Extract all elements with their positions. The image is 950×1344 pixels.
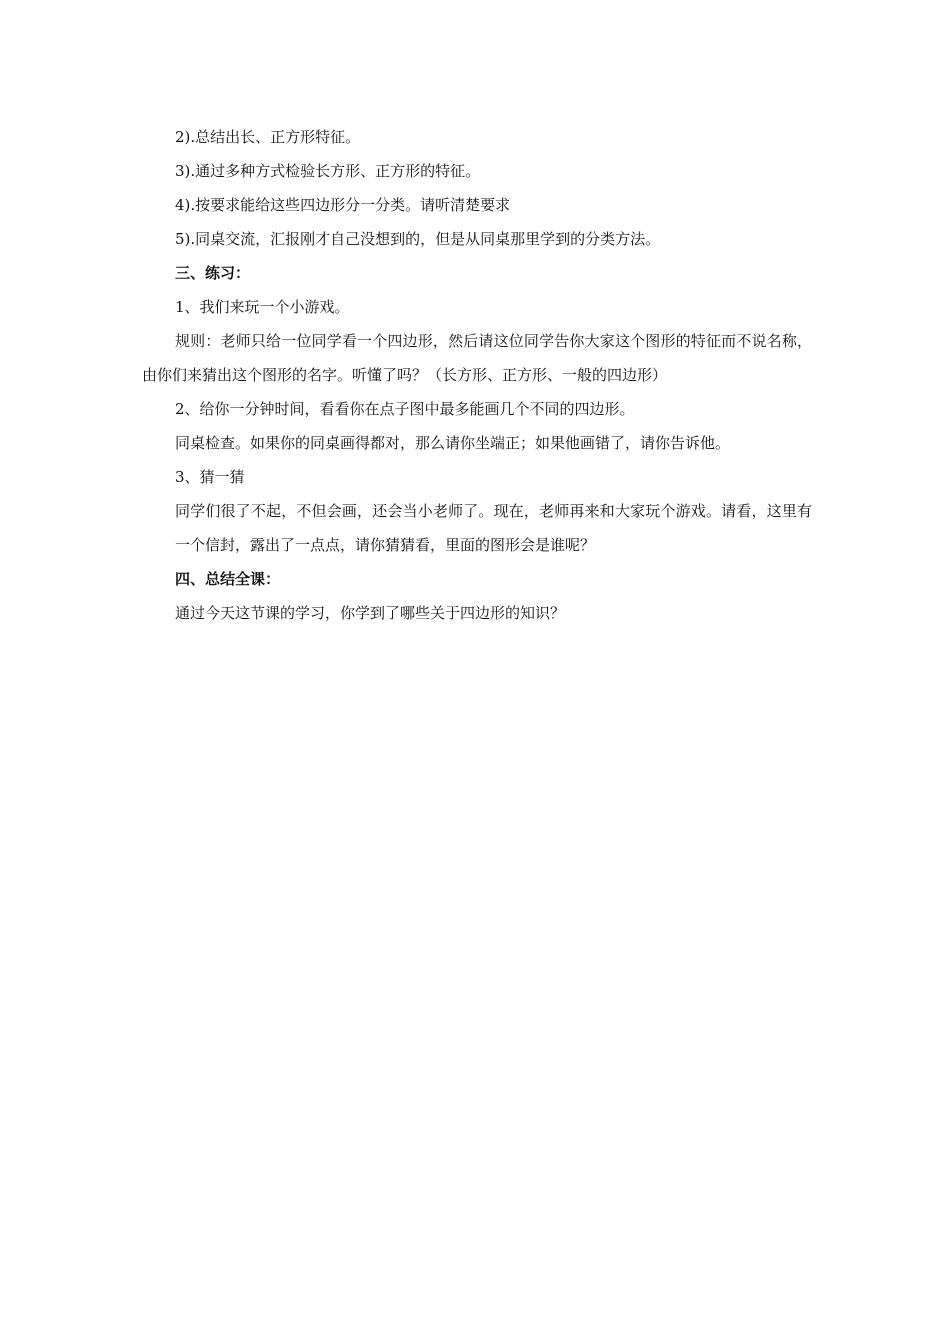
desk-check-text: 同桌检查。如果你的同桌画得都对，那么请你坐端正；如果他画错了，请你告诉他。 xyxy=(175,434,731,452)
guess-paragraph: 同学们很了不起，不但会画，还会当小老师了。现在，老师再来和大家玩个游戏。请看，这里有一个信封，露出了一点点，请你猜猜看，里面的图形会是谁呢？ xyxy=(175,502,812,554)
step-2-text: 2).总结出长、正方形特征。 xyxy=(175,128,361,146)
section-heading-practice: 三、练习： xyxy=(175,264,251,282)
summary-question-text: 通过今天这节课的学习，你学到了哪些关于四边形的知识？ xyxy=(175,604,566,622)
step-4-text: 4).按要求能给这些四边形分一分类。请听清楚要求 xyxy=(175,196,511,214)
document-body xyxy=(142,120,812,630)
practice-2-text: 2、给你一分钟时间，看看你在点子图中最多能画几个不同的四边形。 xyxy=(175,400,635,418)
section-heading-summary: 四、总结全课： xyxy=(175,570,281,588)
practice-1-text: 1、我们来玩一个小游戏。 xyxy=(175,298,350,316)
practice-3-text: 3、猜一猜 xyxy=(175,468,245,486)
rules-paragraph: 规则：老师只给一位同学看一个四边形，然后请这位同学告你大家这个图形的特征而不说名称，由你们来猜出这个图形的名字。听懂了吗？（长方形、正方形、一般的四边形） xyxy=(142,332,812,384)
step-5-text: 5).同桌交流，汇报刚才自己没想到的，但是从同桌那里学到的分类方法。 xyxy=(175,230,661,248)
step-3-text: 3).通过多种方式检验长方形、正方形的特征。 xyxy=(175,162,481,180)
